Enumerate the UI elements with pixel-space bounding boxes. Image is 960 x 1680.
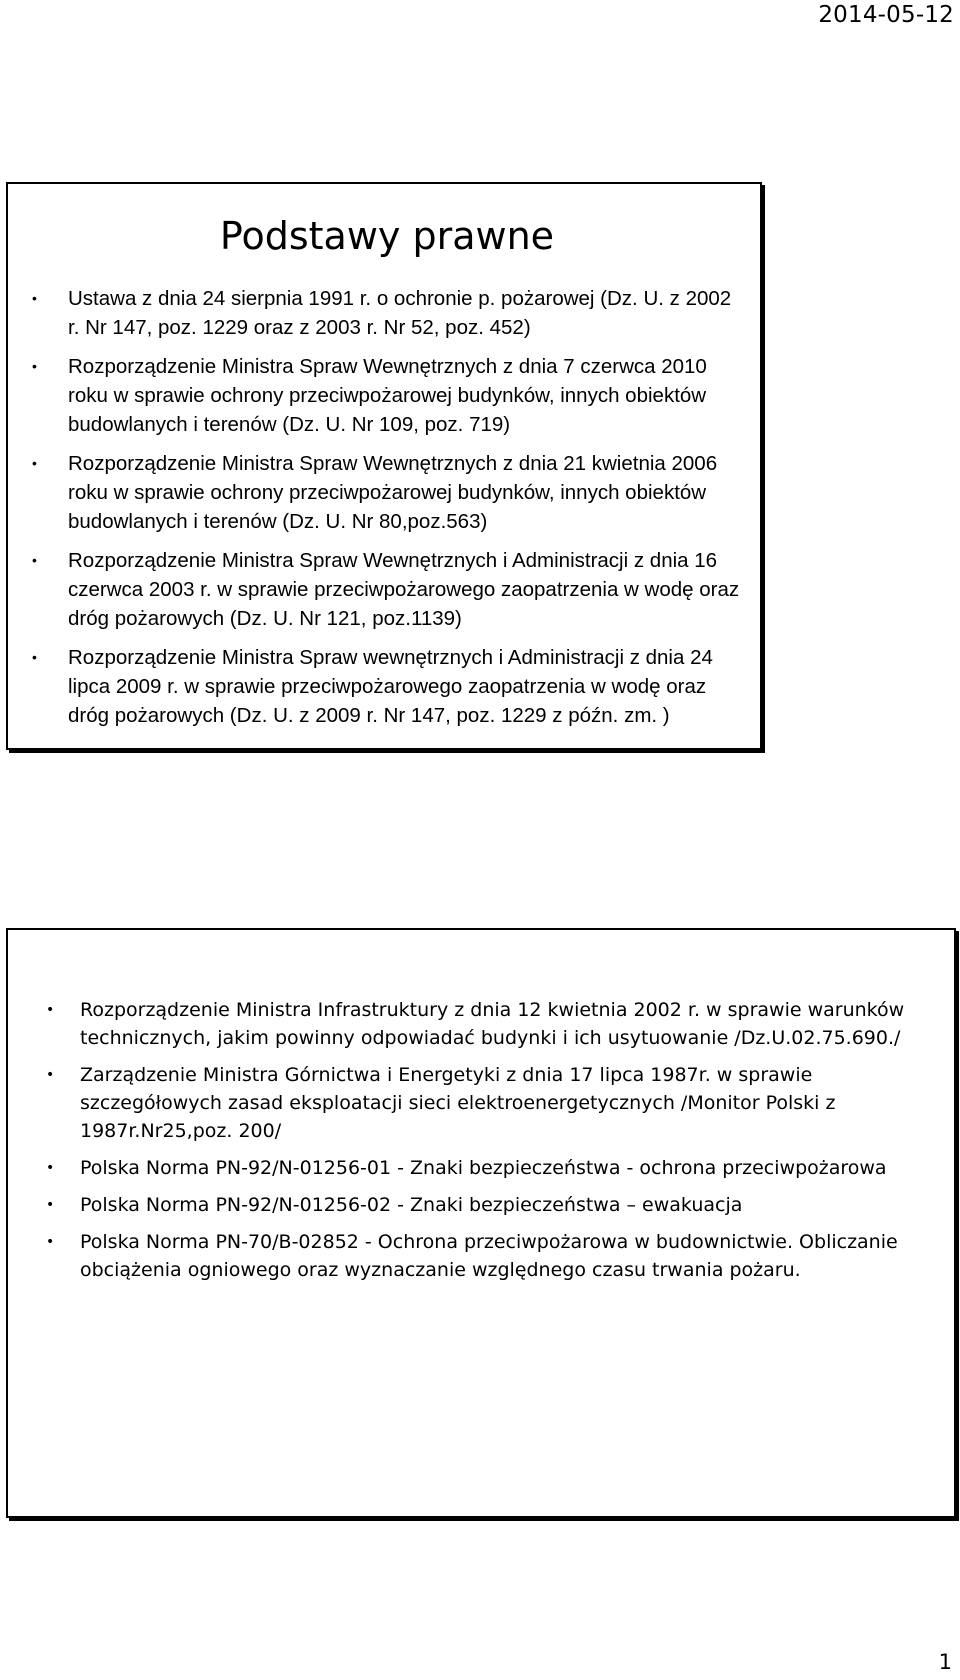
list-item-text: Polska Norma PN-70/B-02852 - Ochrona przeciwpożarowa w budownictwie. Obliczanie obciążenia ogniowego oraz wyznaczanie względnego czasu trwania pożaru. [80,1231,898,1281]
list-item-text: Rozporządzenie Ministra Infrastruktury z dnia 12 kwietnia 2002 r. w sprawie warunków technicznych, jakim powinny odpowiadać budynki i ich usytuowanie /Dz.U.02.75.690./ [80,999,905,1049]
bullet-icon: • [32,455,37,471]
bullet-icon: • [46,1197,55,1213]
bullet-icon: • [32,358,37,374]
list-item-text: Ustawa z dnia 24 sierpnia 1991 r. o ochronie p. pożarowej (Dz. U. z 2002 r. Nr 147, poz. 1229 oraz z 2003 r. Nr 52, poz. 452) [68,287,732,339]
list-item [32,449,746,536]
list-item [46,996,940,1052]
page-number: 1 [938,1650,952,1674]
bullet-icon: • [46,1002,55,1018]
bullet-icon: • [46,1234,55,1250]
list-item-text: Rozporządzenie Ministra Spraw Wewnętrznych z dnia 7 czerwca 2010 roku w sprawie ochrony przeciwpożarowej budynków, innych obiektów budowlanych i terenów (Dz. U. Nr 109, poz. 719) [68,355,707,436]
list-item-text: Rozporządzenie Ministra Spraw Wewnętrznych z dnia 21 kwietnia 2006 roku w sprawie ochrony przeciwpożarowej budynków, innych obiektów budowlanych i terenów (Dz. U. Nr 80,poz.563) [68,452,718,533]
list-item-text: Rozporządzenie Ministra Spraw wewnętrznych i Administracji z dnia 24 lipca 2009 r. w sprawie przeciwpożarowego zaopatrzenia w wodę oraz dróg pożarowych (Dz. U. z 2009 r. Nr 147, poz. 1229 z późn. zm. ) [68,646,713,727]
bullet-icon: • [32,290,37,306]
list-item [46,1228,940,1284]
slide-title: Podstawy prawne [219,214,555,258]
bullet-icon: • [32,552,37,568]
list-item-text: Polska Norma PN-92/N-01256-01 - Znaki bezpieczeństwa - ochrona przeciwpożarowa [80,1157,887,1179]
list-item-text: Rozporządzenie Ministra Spraw Wewnętrznych i Administracji z dnia 16 czerwca 2003 r. w sprawie przeciwpożarowego zaopatrzenia w wodę oraz dróg pożarowych (Dz. U. Nr 121, poz.1139) [68,549,740,630]
document-date: 2014-05-12 [818,2,954,28]
bullet-icon: • [32,649,37,665]
slide-regulations-standards [6,928,956,1518]
list-item [46,1154,940,1182]
list-item [46,1061,940,1145]
slide-legal-basis [6,182,762,750]
regulations-list [46,996,940,1293]
list-item [46,1191,940,1219]
list-item [32,643,746,730]
legal-acts-list [32,284,746,740]
list-item [32,352,746,439]
list-item [32,284,746,342]
bullet-icon: • [46,1160,55,1176]
list-item-text: Zarządzenie Ministra Górnictwa i Energetyki z dnia 17 lipca 1987r. w sprawie szczegółowych zasad eksploatacji sieci elektroenergetycznych /Monitor Polski z 1987r.Nr25,poz. 200/ [80,1064,836,1142]
bullet-icon: • [46,1067,55,1083]
list-item [32,546,746,633]
list-item-text: Polska Norma PN-92/N-01256-02 - Znaki bezpieczeństwa – ewakuacja [80,1194,743,1216]
